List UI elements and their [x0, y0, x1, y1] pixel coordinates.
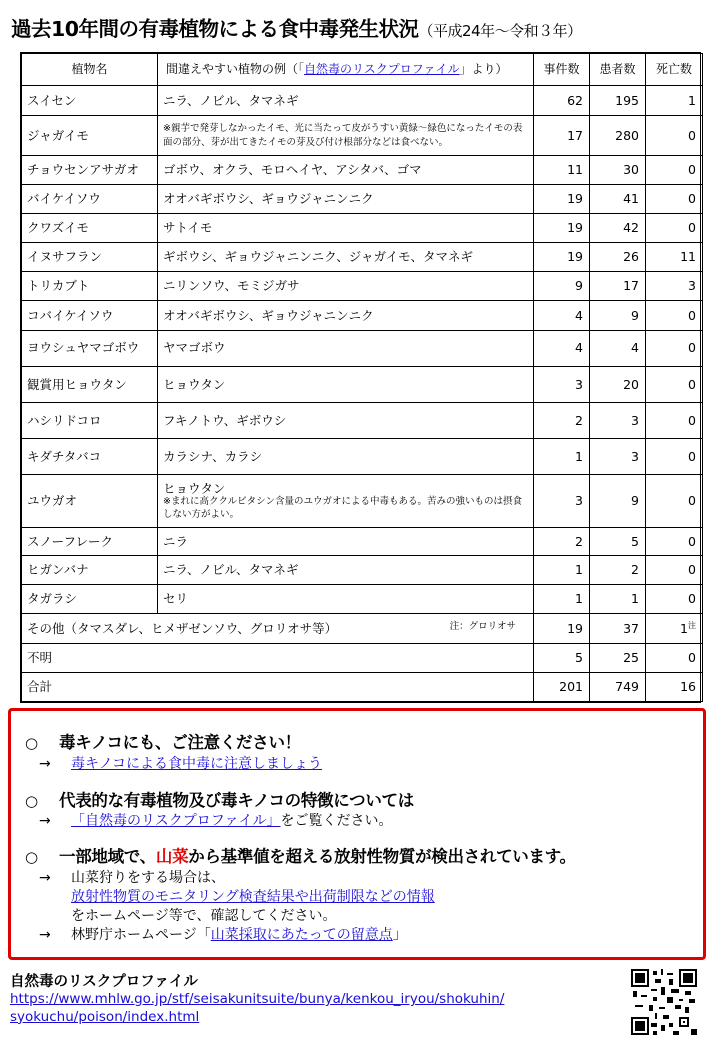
- notice-box: [8, 708, 706, 960]
- table-row: [22, 527, 703, 555]
- footer-url-line2[interactable]: syokuchu/poison/index.html: [10, 1008, 200, 1025]
- plant-name: トリカブト: [22, 272, 158, 301]
- notice-heading: 毒キノコにも、ご注意ください！: [59, 733, 301, 752]
- footer: [10, 970, 504, 1027]
- title-main: 過去10年間の有毒植物による食中毒発生状況: [11, 17, 419, 41]
- plant-name: ヨウシュヤマゴボウ: [22, 330, 158, 366]
- bullet-circle: ○: [25, 734, 39, 752]
- table-row: [22, 213, 703, 242]
- notice-suffix-text: をご覧ください。: [280, 813, 393, 829]
- plant-name: ユウガオ: [22, 475, 158, 527]
- plant-name: チョウセンアサガオ: [22, 156, 158, 184]
- table-row: [22, 272, 703, 301]
- patients-count: 3: [590, 403, 646, 439]
- title-period: （平成24年～令和３年）: [418, 22, 582, 40]
- table-row: [22, 330, 703, 366]
- patients-count: 9: [590, 475, 646, 527]
- deaths-count: 0: [646, 439, 703, 475]
- confusable-plants: サトイモ: [158, 213, 534, 242]
- unknown-label: 不明: [22, 643, 534, 672]
- confusable-plants: ニラ、ノビル、タマネギ: [158, 555, 534, 584]
- confusable-plants: ヒョウタン: [158, 366, 534, 402]
- deaths-value: 1: [680, 620, 688, 636]
- bullet-circle: ○: [25, 848, 39, 866]
- cases-count: 1: [534, 439, 590, 475]
- patients-count: 280: [590, 116, 646, 156]
- notice-subline: [71, 905, 336, 925]
- footer-heading: 自然毒のリスクプロファイル: [10, 974, 198, 990]
- table-row: [22, 242, 703, 271]
- plant-name: イヌサフラン: [22, 242, 158, 271]
- table-row: [22, 555, 703, 584]
- deaths-count: 11: [646, 242, 703, 271]
- table-row: [22, 585, 703, 614]
- plant-name: ハシリドコロ: [22, 403, 158, 439]
- cases-count: 2: [534, 527, 590, 555]
- table-row: [22, 439, 703, 475]
- qr-code-icon: [631, 969, 697, 1035]
- deaths-count: 3: [646, 272, 703, 301]
- confusable-plants: セリ: [158, 585, 534, 614]
- confusable-plants: オオバギボウシ、ギョウジャニンニク: [158, 301, 534, 330]
- deaths-note-mark: 注: [688, 620, 696, 630]
- table-row: [22, 475, 703, 527]
- notice-item-radiation: [25, 843, 576, 867]
- notice-heading-post: から基準値を超える放射性物質が検出されています。: [188, 847, 576, 866]
- total-patients: 749: [590, 672, 646, 701]
- total-cases: 201: [534, 672, 590, 701]
- notice-text: 」: [392, 927, 407, 943]
- other-plants-label: [22, 614, 534, 643]
- cases-count: 3: [534, 475, 590, 527]
- patients-count: 26: [590, 242, 646, 271]
- mushroom-poisoning-link[interactable]: 毒キノコによる食中毒に注意しましょう: [71, 756, 323, 772]
- table-row: [22, 301, 703, 330]
- cases-count: 3: [534, 366, 590, 402]
- patients-count: 20: [590, 366, 646, 402]
- notice-item-mushroom: [25, 729, 301, 753]
- plant-name: タガラシ: [22, 585, 158, 614]
- confusable-plants: ニリンソウ、モミジガサ: [158, 272, 534, 301]
- patients-count: 9: [590, 301, 646, 330]
- cases-count: 62: [534, 86, 590, 116]
- confusable-plants: カラシナ、カラシ: [158, 439, 534, 475]
- cases-count: 9: [534, 272, 590, 301]
- arrow-icon: →: [39, 756, 51, 772]
- confusable-plants: ニラ、ノビル、タマネギ: [158, 86, 534, 116]
- confusable-plants: ※親芋で発芽しなかったイモ、光に当たって皮がうすい黄緑～緑色になったイモの表面の部分、芽が出てきたイモの芽及び付け根部分などは食べない。: [158, 116, 534, 156]
- arrow-icon: →: [39, 870, 51, 886]
- patients-count: 17: [590, 272, 646, 301]
- total-label: 合計: [22, 672, 534, 701]
- notice-subline: [39, 810, 392, 830]
- cases-count: 5: [534, 643, 590, 672]
- patients-count: 4: [590, 330, 646, 366]
- risk-profile-link[interactable]: 自然毒のリスクプロファイル: [304, 62, 460, 76]
- patients-count: 3: [590, 439, 646, 475]
- other-note: 注：グロリオサ: [449, 620, 516, 632]
- plant-name: ジャガイモ: [22, 116, 158, 156]
- notice-text: 山菜狩りをする場合は、: [71, 870, 225, 886]
- cases-count: 4: [534, 330, 590, 366]
- deaths-count: 0: [646, 403, 703, 439]
- patients-count: 37: [590, 614, 646, 643]
- notice-heading: 代表的な有毒植物及び毒キノコの特徴については: [59, 791, 414, 810]
- deaths-count: 0: [646, 116, 703, 156]
- plant-name: ヒガンバナ: [22, 555, 158, 584]
- notice-subline: [71, 886, 435, 906]
- plant-name: スイセン: [22, 86, 158, 116]
- cases-count: 19: [534, 614, 590, 643]
- deaths-count: 0: [646, 643, 703, 672]
- header-deaths: 死亡数: [646, 54, 703, 86]
- header-plant: 植物名: [22, 54, 158, 86]
- table-header-row: [22, 54, 703, 86]
- confusable-plants: ニラ: [158, 527, 534, 555]
- plant-name: バイケイソウ: [22, 184, 158, 213]
- plant-name: コバイケイソウ: [22, 301, 158, 330]
- confusable-plants-note: ※まれに高ククルビタシン含量のユウガオによる中毒もある。苦みの強いものは摂食しない方がよい。: [163, 496, 522, 520]
- deaths-count: 0: [646, 184, 703, 213]
- cases-count: 1: [534, 555, 590, 584]
- header-confusable-prefix: 間違えやすい植物の例（「: [166, 62, 305, 76]
- cases-count: 19: [534, 184, 590, 213]
- table-row: [22, 116, 703, 156]
- wild-plants-caution-link[interactable]: 山菜採取にあたっての留意点: [210, 927, 393, 943]
- patients-count: 30: [590, 156, 646, 184]
- notice-heading-highlight: 山菜: [155, 847, 189, 866]
- footer-url-line1[interactable]: https://www.mhlw.go.jp/stf/seisakunitsuite/bunya/kenkou_iryou/shokuhin/: [10, 991, 505, 1007]
- cases-count: 4: [534, 301, 590, 330]
- patients-count: 5: [590, 527, 646, 555]
- header-confusable: [158, 54, 534, 86]
- plant-name: スノーフレーク: [22, 527, 158, 555]
- notice-text: をホームページ等で、確認してください。: [71, 908, 337, 924]
- deaths-count: 0: [646, 555, 703, 584]
- poisoning-table: [20, 52, 701, 703]
- table-row-total: [22, 672, 703, 701]
- notice-item-features: [25, 787, 414, 811]
- confusable-plants-main: ヒョウタン: [163, 480, 226, 496]
- arrow-icon: →: [39, 927, 51, 943]
- deaths-count: 0: [646, 366, 703, 402]
- patients-count: 25: [590, 643, 646, 672]
- page-title: [11, 12, 582, 42]
- header-confusable-suffix: 」より）: [459, 62, 508, 76]
- cases-count: 1: [534, 585, 590, 614]
- deaths-count: 0: [646, 527, 703, 555]
- table-row: [22, 403, 703, 439]
- confusable-plants: ヤマゴボウ: [158, 330, 534, 366]
- header-patients: 患者数: [590, 54, 646, 86]
- plant-name: キダチタバコ: [22, 439, 158, 475]
- notice-text: 林野庁ホームページ「: [71, 927, 211, 943]
- confusable-plants: フキノトウ、ギボウシ: [158, 403, 534, 439]
- confusable-plants: ゴボウ、オクラ、モロヘイヤ、アシタバ、ゴマ: [158, 156, 534, 184]
- confusable-plants: ギボウシ、ギョウジャニンニク、ジャガイモ、タマネギ: [158, 242, 534, 271]
- notice-heading-pre: 一部地域で、: [59, 847, 156, 866]
- other-label: その他（タマスダレ、ヒメザゼンソウ、グロリオサ等）: [27, 620, 338, 636]
- notice-subline: [39, 867, 225, 887]
- cases-count: 2: [534, 403, 590, 439]
- patients-count: 42: [590, 213, 646, 242]
- deaths-count: 0: [646, 156, 703, 184]
- table-row: [22, 184, 703, 213]
- plant-name: クワズイモ: [22, 213, 158, 242]
- cases-count: 11: [534, 156, 590, 184]
- table-row-unknown: [22, 643, 703, 672]
- confusable-plants: オオバギボウシ、ギョウジャニンニク: [158, 184, 534, 213]
- patients-count: 195: [590, 86, 646, 116]
- table-row: [22, 156, 703, 184]
- cases-count: 19: [534, 242, 590, 271]
- table-row: [22, 86, 703, 116]
- plant-name: 観賞用ヒョウタン: [22, 366, 158, 402]
- table-row: [22, 366, 703, 402]
- patients-count: 2: [590, 555, 646, 584]
- deaths-count: [646, 614, 703, 643]
- notice-subline: [39, 753, 322, 773]
- deaths-count: 0: [646, 213, 703, 242]
- total-deaths: 16: [646, 672, 703, 701]
- deaths-count: 0: [646, 301, 703, 330]
- deaths-count: 0: [646, 475, 703, 527]
- cases-count: 19: [534, 213, 590, 242]
- arrow-icon: →: [39, 813, 51, 829]
- confusable-plants: [158, 475, 534, 527]
- patients-count: 41: [590, 184, 646, 213]
- deaths-count: 0: [646, 585, 703, 614]
- radiation-monitoring-link[interactable]: 放射性物質のモニタリング検査結果や出荷制限などの情報: [71, 889, 435, 905]
- cases-count: 17: [534, 116, 590, 156]
- header-cases: 事件数: [534, 54, 590, 86]
- bullet-circle: ○: [25, 792, 39, 810]
- table-row-other: [22, 614, 703, 643]
- deaths-count: 0: [646, 330, 703, 366]
- patients-count: 1: [590, 585, 646, 614]
- risk-profile-link[interactable]: 「自然毒のリスクプロファイル」: [71, 813, 281, 829]
- notice-subline: [39, 924, 407, 944]
- deaths-count: 1: [646, 86, 703, 116]
